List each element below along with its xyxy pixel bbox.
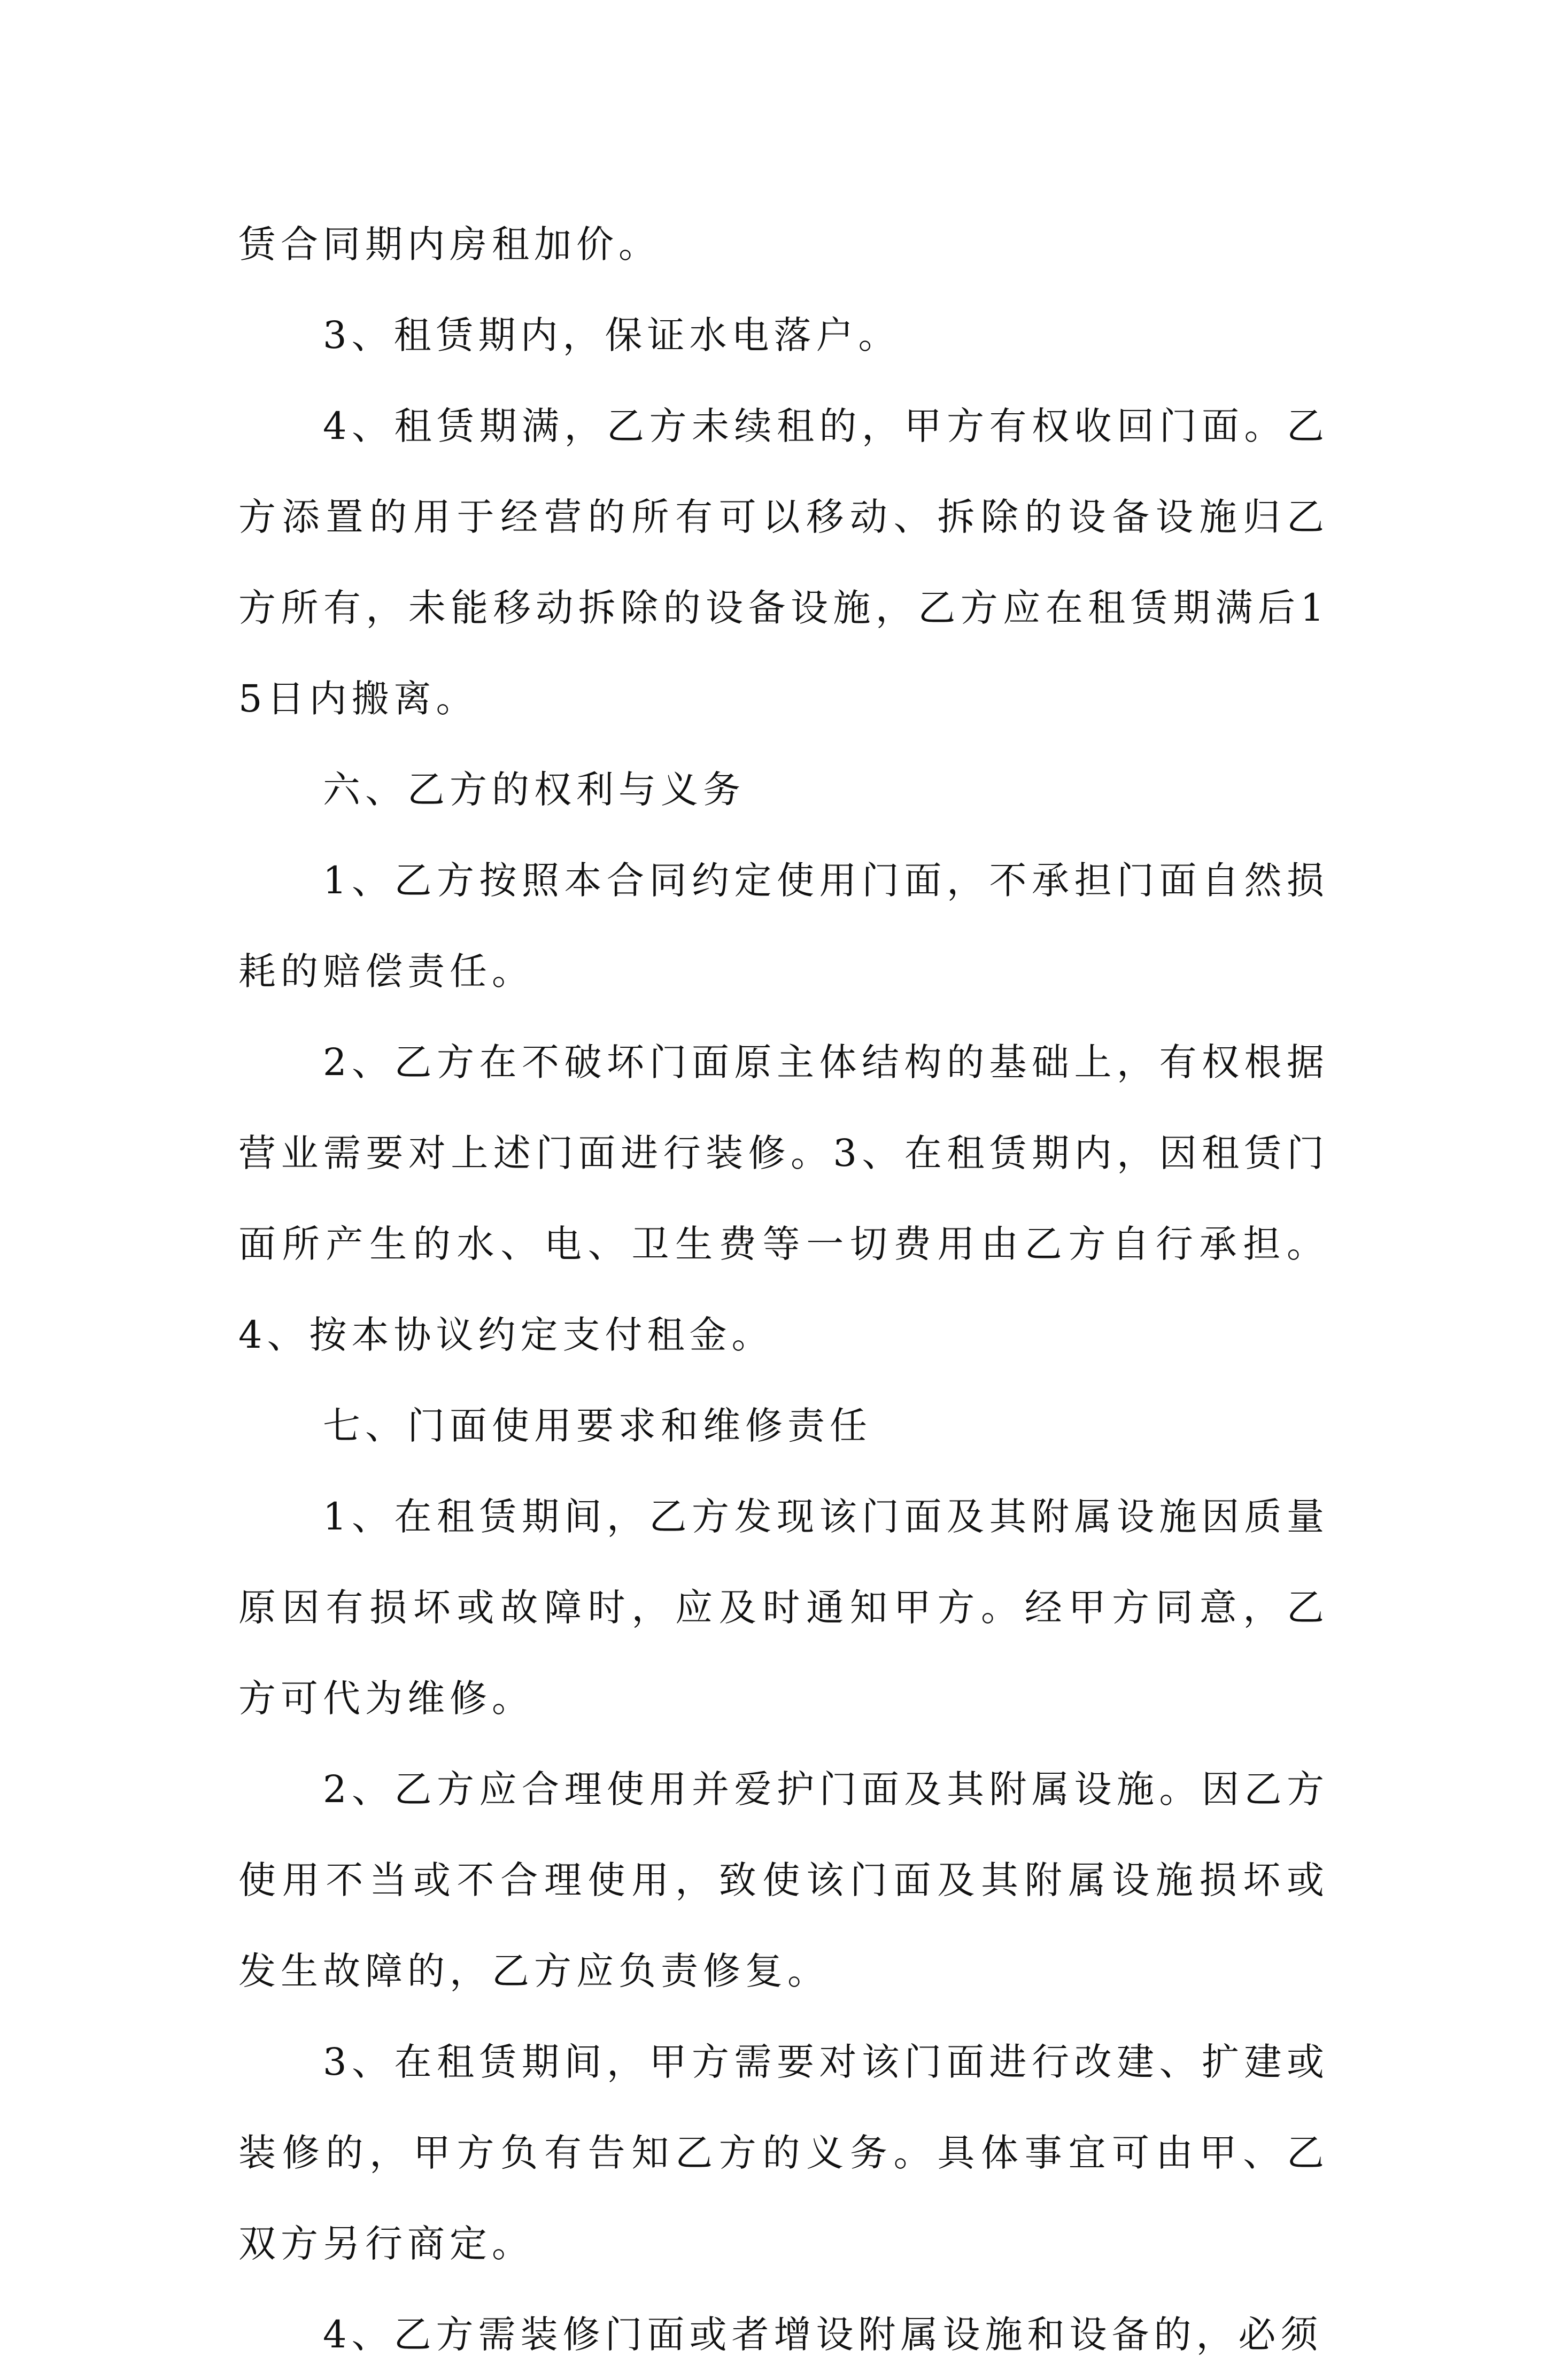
paragraph-clause-7-4: 4、乙方需装修门面或者增设附属设施和设备的，必须: [323, 2313, 1323, 2356]
paragraph-clause-6-2: 2、乙方在不破坏门面原主体结构的基础上，有权根据营业需要对上述门面进行装修。3、在租赁期内，因租赁门面所产生的水、电、卫生费等一切费用由乙方自行承担。4、按本协议约定支付租金。: [238, 1040, 1329, 1357]
section-heading-6: 六、乙方的权利与义务: [323, 768, 745, 812]
paragraph-clause-7-3: 3、在租赁期间，甲方需要对该门面进行改建、扩建或装修的，甲方负有告知乙方的义务。具体事宜可由甲、乙双方另行商定。: [238, 2040, 1329, 2266]
paragraph-clause-5-4: 4、租赁期满，乙方未续租的，甲方有权收回门面。乙方添置的用于经营的所有可以移动、拆除的设备设施归乙方所有，未能移动拆除的设备设施，乙方应在租赁期满后15日内搬离。: [238, 404, 1329, 721]
paragraph-continuation: 赁合同期内房租加价。: [238, 222, 661, 266]
paragraph-clause-6-1: 1、乙方按照本合同约定使用门面，不承担门面自然损耗的赔偿责任。: [238, 859, 1329, 993]
document-body: [238, 199, 1329, 2380]
paragraph-clause-7-1: 1、在租赁期间，乙方发现该门面及其附属设施因质量原因有损坏或故障时，应及时通知甲方。经甲方同意，乙方可代为维修。: [238, 1495, 1329, 1720]
paragraph-clause-7-2: 2、乙方应合理使用并爱护门面及其附属设施。因乙方使用不当或不合理使用，致使该门面及其附属设施损坏或发生故障的，乙方应负责修复。: [238, 1767, 1329, 1993]
section-heading-7: 七、门面使用要求和维修责任: [323, 1404, 872, 1448]
paragraph-clause-5-3: 3、租赁期内，保证水电落户。: [323, 313, 901, 357]
